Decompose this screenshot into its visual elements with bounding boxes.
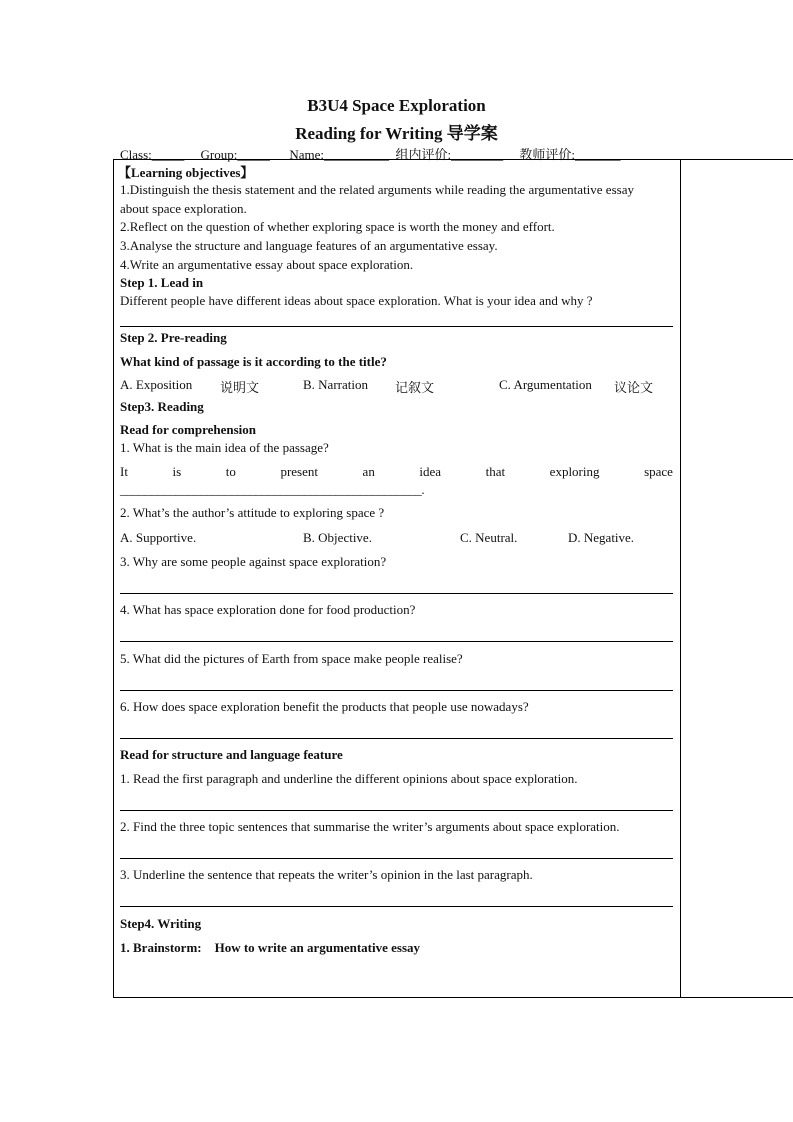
- structure-task-1: 1. Read the first paragraph and underline the different opinions about space exploration.: [120, 771, 578, 786]
- comprehension-heading: Read for comprehension: [120, 422, 257, 437]
- answer-line[interactable]: [120, 326, 673, 327]
- prompt-word: to: [225, 464, 236, 479]
- question-1-blank[interactable]: _________________________________________________.: [120, 482, 425, 497]
- option-b-cn: 记叙文: [395, 380, 435, 395]
- objective-4: 4.Write an argumentative essay about space exploration.: [120, 257, 414, 272]
- step4-heading: Step4. Writing: [120, 916, 202, 931]
- question-6: 6. How does space exploration benefit the products that people use nowadays?: [120, 699, 529, 714]
- q2-option-d[interactable]: D. Negative.: [568, 530, 635, 545]
- answer-line[interactable]: [120, 738, 673, 739]
- step2-question: What kind of passage is it according to the title?: [120, 354, 387, 369]
- document-subtitle: Reading for Writing 导学案: [295, 124, 498, 143]
- column-divider: [680, 159, 681, 998]
- q2-option-a[interactable]: A. Supportive.: [120, 530, 197, 545]
- objective-2: 2.Reflect on the question of whether exploring space is worth the money and effort.: [120, 219, 555, 234]
- answer-line[interactable]: [120, 593, 673, 594]
- option-a-cn: 说明文: [220, 380, 260, 395]
- answer-line[interactable]: [120, 858, 673, 859]
- student-info-line[interactable]: Class:_____ Group:_____ Name:__________ 组内评价:________ 教师评价:_______: [120, 147, 621, 162]
- structure-task-3: 3. Underline the sentence that repeats the writer’s opinion in the last paragraph.: [120, 867, 533, 882]
- prompt-word: that: [485, 464, 506, 479]
- answer-line[interactable]: [120, 810, 673, 811]
- question-1: 1. What is the main idea of the passage?: [120, 440, 329, 455]
- option-c-cn: 议论文: [614, 380, 654, 395]
- q2-option-b[interactable]: B. Objective.: [303, 530, 372, 545]
- step1-text: Different people have different ideas about space exploration. What is your idea and why ?: [120, 293, 593, 308]
- structure-heading: Read for structure and language feature: [120, 747, 343, 762]
- question-3: 3. Why are some people against space exploration?: [120, 554, 387, 569]
- answer-line[interactable]: [120, 641, 673, 642]
- objective-3: 3.Analyse the structure and language features of an argumentative essay.: [120, 238, 498, 253]
- prompt-word: It: [120, 464, 128, 479]
- step2-heading: Step 2. Pre-reading: [120, 330, 227, 345]
- step3-heading: Step3. Reading: [120, 399, 204, 414]
- question-2: 2. What’s the author’s attitude to exploring space ?: [120, 505, 385, 520]
- objectives-heading: 【Learning objectives】: [118, 165, 254, 180]
- prompt-word: an: [362, 464, 375, 479]
- prompt-word: exploring: [549, 464, 600, 479]
- q2-option-c[interactable]: C. Neutral.: [460, 530, 518, 545]
- option-c[interactable]: C. Argumentation: [499, 377, 592, 392]
- prompt-word: idea: [419, 464, 442, 479]
- prompt-word: present: [280, 464, 318, 479]
- question-4: 4. What has space exploration done for food production?: [120, 602, 416, 617]
- objective-1b: about space exploration.: [120, 201, 247, 216]
- prompt-word: space: [644, 464, 673, 479]
- step1-heading: Step 1. Lead in: [120, 275, 204, 290]
- question-1-answer-prompt: [120, 464, 673, 480]
- question-5: 5. What did the pictures of Earth from space make people realise?: [120, 651, 463, 666]
- prompt-word: is: [172, 464, 182, 479]
- structure-task-2: 2. Find the three topic sentences that summarise the writer’s arguments about space exploration.: [120, 819, 620, 834]
- objective-1a: 1.Distinguish the thesis statement and the related arguments while reading the argumentative essay: [120, 182, 634, 197]
- document-title: B3U4 Space Exploration: [307, 96, 486, 115]
- brainstorm-task: 1. Brainstorm: How to write an argumentative essay: [120, 940, 421, 955]
- option-a[interactable]: A. Exposition: [120, 377, 193, 392]
- answer-line[interactable]: [120, 906, 673, 907]
- option-b[interactable]: B. Narration: [303, 377, 368, 392]
- answer-line[interactable]: [120, 690, 673, 691]
